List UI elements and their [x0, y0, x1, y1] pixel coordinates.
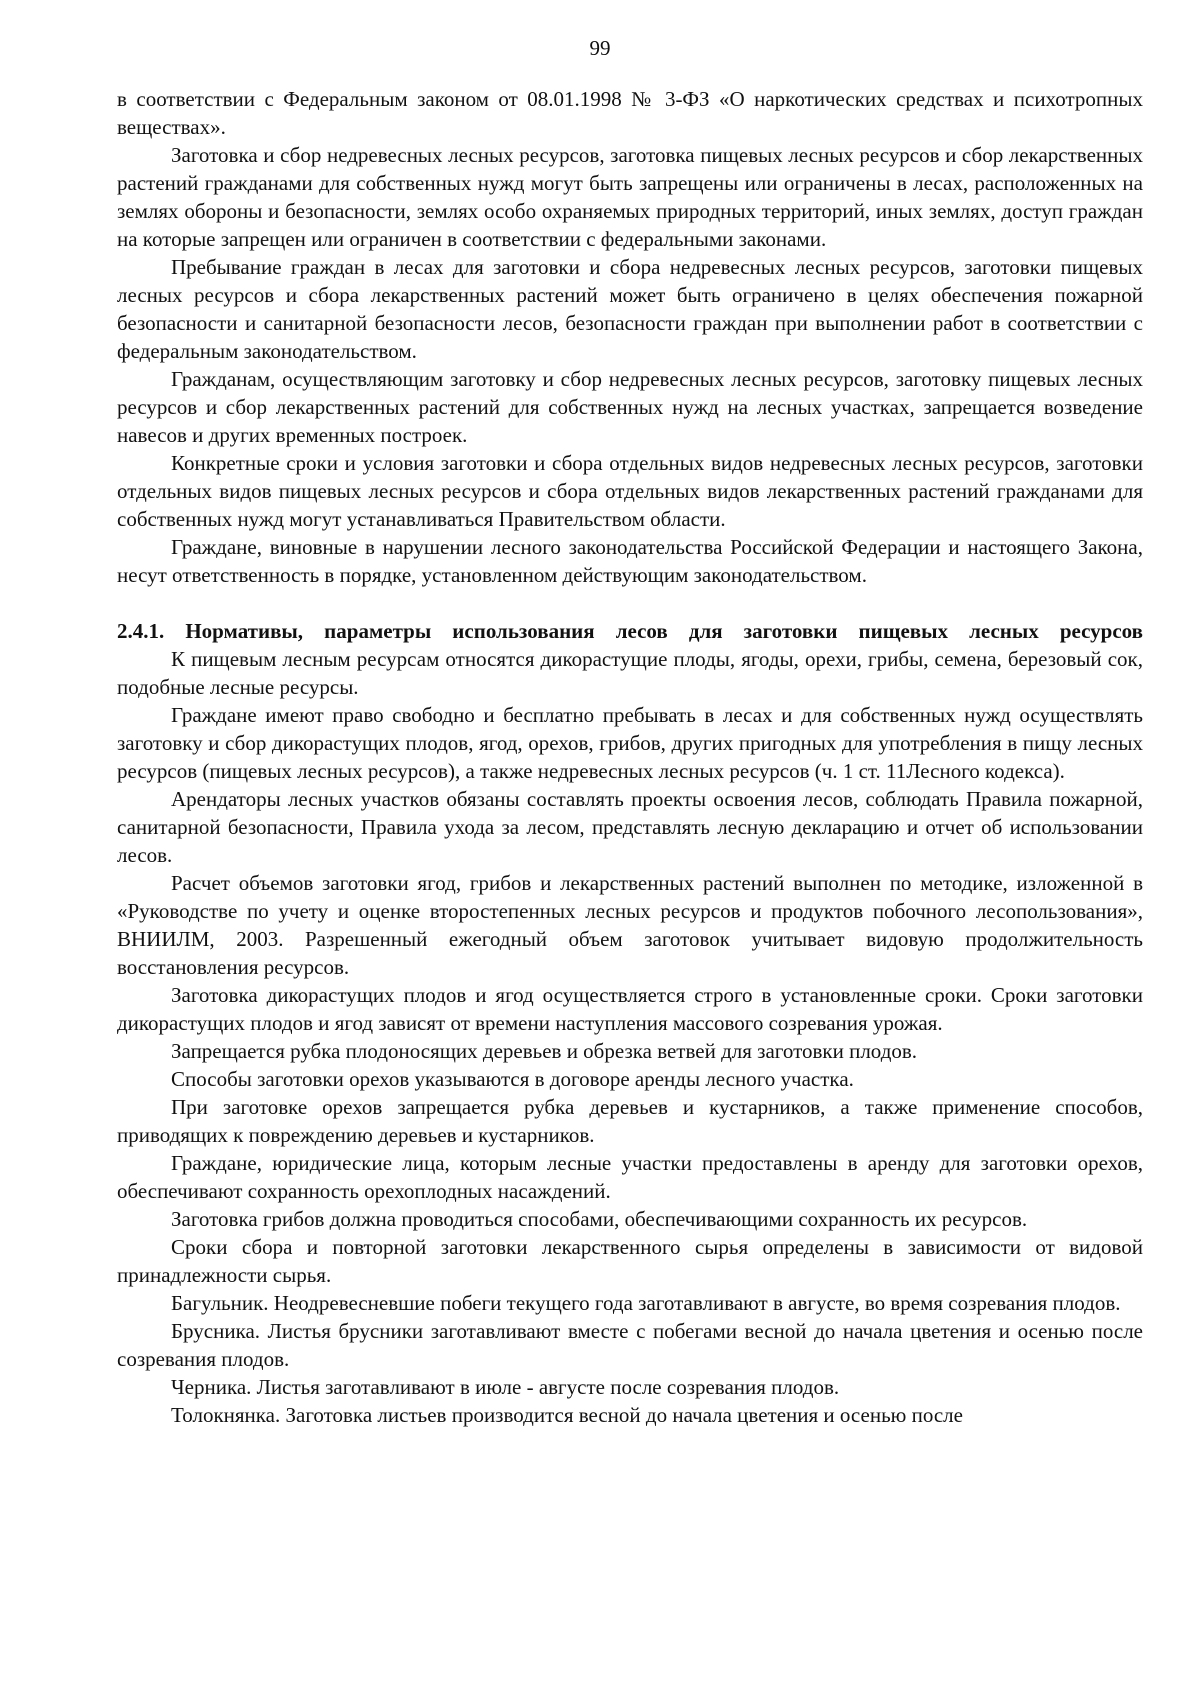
paragraph: Заготовка дикорастущих плодов и ягод осуществляется строго в установленные сроки. Сроки заготовки дикорастущих плодов и ягод зависят от времени наступления массового созревания урожая. [117, 983, 1143, 1035]
paragraph: Гражданам, осуществляющим заготовку и сбор недревесных лесных ресурсов, заготовку пищевых лесных ресурсов и сбор лекарственных растений для собственных нужд на лесных участках, запрещается возведение навесов и других временных построек. [117, 367, 1143, 447]
paragraph: Расчет объемов заготовки ягод, грибов и лекарственных растений выполнен по методике, изложенной в «Руководстве по учету и оценке второстепенных лесных ресурсов и продуктов побочного лесопользования», ВНИИЛМ, 2003. Разрешенный ежегодный объем заготовок учитывает видовую продолжительность восстановления ресурсов. [117, 871, 1143, 979]
paragraph: Брусника. Листья брусники заготавливают вместе с побегами весной до начала цветения и осенью после созревания плодов. [117, 1319, 1143, 1371]
paragraph: Заготовка грибов должна проводиться способами, обеспечивающими сохранность их ресурсов. [171, 1207, 1028, 1231]
paragraph: Заготовка и сбор недревесных лесных ресурсов, заготовка пищевых лесных ресурсов и сбор лекарственных растений гражданами для собственных нужд могут быть запрещены или ограничены в лесах, расположенных на землях обороны и безопасности, землях особо охраняемых природных территорий, иных землях, доступ граждан на которые запрещен или ограничен в соответствии с федеральными законами. [117, 143, 1143, 251]
paragraph: Конкретные сроки и условия заготовки и сбора отдельных видов недревесных лесных ресурсов, заготовки отдельных видов пищевых лесных ресурсов и сбора отдельных видов лекарственных растений гражданами для собственных нужд могут устанавливаться Правительством области. [117, 451, 1143, 531]
paragraph: Арендаторы лесных участков обязаны составлять проекты освоения лесов, соблюдать Правила пожарной, санитарной безопасности, Правила ухода за лесом, представлять лесную декларацию и отчет об использовании лесов. [117, 787, 1143, 867]
paragraph: Граждане, виновные в нарушении лесного законодательства Российской Федерации и настоящего Закона, несут ответственность в порядке, установленном действующим законодательством. [117, 535, 1143, 587]
document-body [117, 85, 1143, 1429]
page-number: 99 [589, 36, 611, 60]
paragraph: Черника. Листья заготавливают в июле - августе после созревания плодов. [171, 1375, 840, 1399]
paragraph: Пребывание граждан в лесах для заготовки и сбора недревесных лесных ресурсов, заготовки пищевых лесных ресурсов и сбора лекарственных растений может быть ограничено в целях обеспечения пожарной безопасности и санитарной безопасности лесов, безопасности граждан при выполнении работ в соответствии с федеральным законодательством. [117, 255, 1143, 363]
section-heading: 2.4.1. Нормативы, параметры использования лесов для заготовки пищевых лесных ресурсов [117, 619, 1143, 643]
paragraph: При заготовке орехов запрещается рубка деревьев и кустарников, а также применение способов, приводящих к повреждению деревьев и кустарников. [117, 1095, 1143, 1147]
paragraph: Граждане, юридические лица, которым лесные участки предоставлены в аренду для заготовки орехов, обеспечивают сохранность орехоплодных насаждений. [117, 1151, 1143, 1203]
paragraph: Сроки сбора и повторной заготовки лекарственного сырья определены в зависимости от видовой принадлежности сырья. [117, 1235, 1143, 1287]
paragraph: Багульник. Неодревесневшие побеги текущего года заготавливают в августе, во время созревания плодов. [171, 1291, 1121, 1315]
paragraph: Граждане имеют право свободно и бесплатно пребывать в лесах и для собственных нужд осуществлять заготовку и сбор дикорастущих плодов, ягод, орехов, грибов, других пригодных для употребления в пищу лесных ресурсов (пищевых лесных ресурсов), а также недревесных лесных ресурсов (ч. 1 ст. 11Лесного кодекса). [117, 703, 1143, 783]
paragraph: Толокнянка. Заготовка листьев производится весной до начала цветения и осенью после [171, 1403, 963, 1427]
paragraph: Запрещается рубка плодоносящих деревьев и обрезка ветвей для заготовки плодов. [171, 1039, 918, 1063]
paragraph: Способы заготовки орехов указываются в договоре аренды лесного участка. [171, 1067, 854, 1091]
paragraph: в соответствии с Федеральным законом от 08.01.1998 № 3-ФЗ «О наркотических средствах и психотропных веществах». [117, 87, 1143, 139]
paragraph: К пищевым лесным ресурсам относятся дикорастущие плоды, ягоды, орехи, грибы, семена, березовый сок, подобные лесные ресурсы. [117, 647, 1143, 699]
